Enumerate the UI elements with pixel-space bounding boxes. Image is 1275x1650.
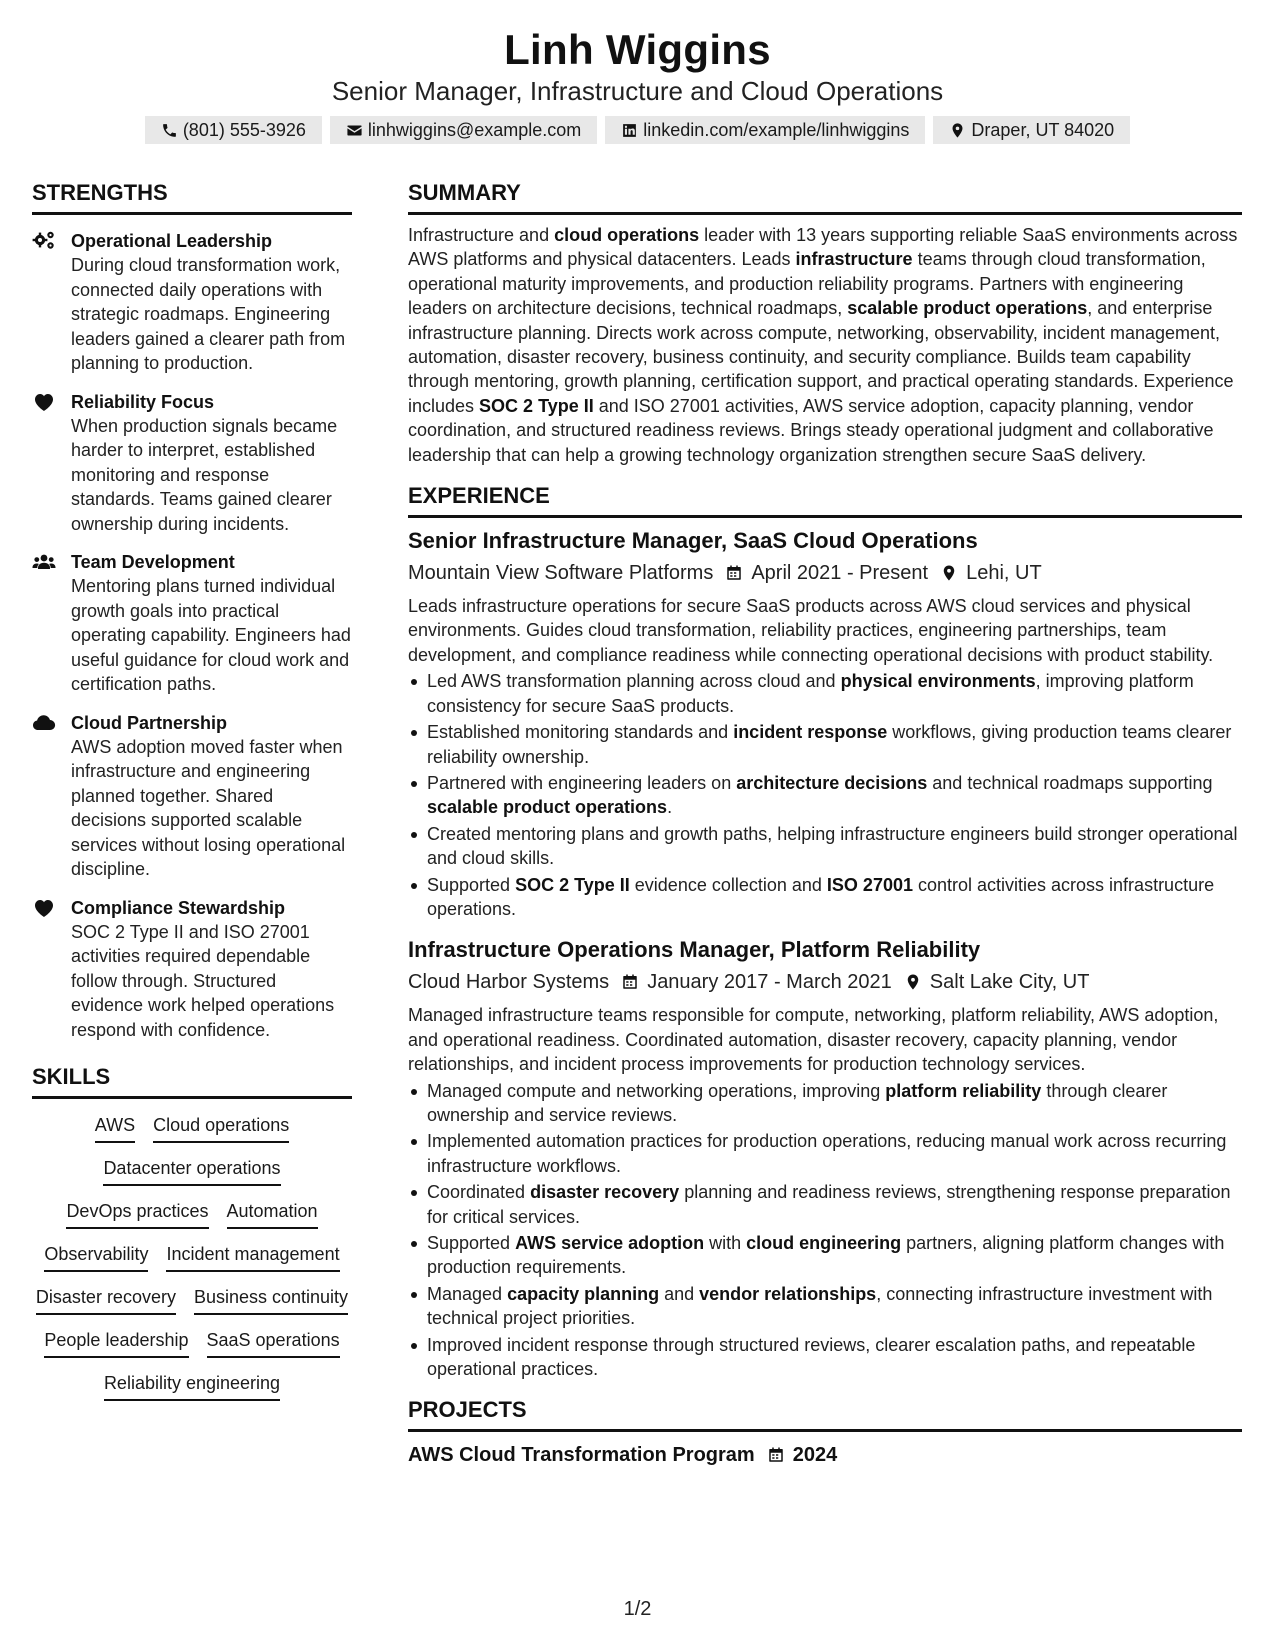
location-text: Draper, UT 84020: [971, 119, 1115, 140]
skill-tag: People leadership: [44, 1328, 188, 1358]
job-title: Infrastructure Operations Manager, Platform Reliability: [408, 937, 981, 963]
map-pin-icon: [904, 973, 922, 991]
strengths-heading: STRENGTHS: [32, 178, 352, 215]
job-dates: January 2017 - March 2021: [647, 971, 892, 994]
text-run: partners, aligning platform changes with production requirements.: [427, 1233, 1225, 1278]
calendar-icon: [725, 564, 743, 582]
job-bullet: [408, 771, 1242, 820]
phone-text: (801) 555-3926: [182, 119, 306, 140]
bold-phrase: infrastructure: [795, 249, 913, 270]
bold-phrase: cloud engineering: [746, 1233, 902, 1253]
strength-desc: SOC 2 Type II and ISO 27001 activities required dependable follow through. Structured evidence work helped operations respond with confidence.: [71, 921, 335, 1040]
bold-phrase: AWS service adoption: [515, 1233, 705, 1253]
skills-list: [32, 1113, 352, 1401]
strength-title: Team Development: [71, 552, 235, 572]
text-run: planning and readiness reviews, strengthening response preparation for critical services.: [427, 1182, 1231, 1227]
strength-item: [32, 896, 352, 1043]
bold-phrase: cloud operations: [554, 225, 700, 245]
contact-bar: [0, 116, 1275, 144]
left-column: [32, 178, 352, 1401]
strength-desc: Mentoring plans turned individual growth goals into practical operating capability. Engineers had useful guidance for cloud work and certification paths.: [71, 576, 351, 694]
job-meta: [408, 558, 1242, 588]
text-run: .: [667, 797, 673, 818]
skill-tag: Disaster recovery: [36, 1285, 176, 1315]
text-run: and technical roadmaps supporting: [927, 772, 1213, 793]
text-run: through clearer ownership and service reviews.: [427, 1080, 1168, 1125]
job-description: Leads infrastructure operations for secure SaaS products across AWS cloud services and physical environments. Guides cloud transformation, reliability practices, engineering partnerships, team development, and compliance readiness while connecting operational decisions with product stability.: [408, 596, 1214, 665]
bold-phrase: SOC 2 Type II: [515, 874, 630, 895]
skill-tag: Business continuity: [194, 1285, 348, 1315]
right-column: [408, 178, 1242, 1470]
bold-phrase: disaster recovery: [530, 1182, 680, 1203]
experience-heading: EXPERIENCE: [408, 481, 1242, 518]
job-location: Salt Lake City, UT: [929, 971, 1090, 994]
job-bullet: [408, 873, 1242, 922]
job-entry: [408, 935, 1242, 1381]
strength-desc: AWS adoption moved faster when infrastructure and engineering planned together. Shared decisions supported scalable services without losing operational discipline.: [71, 736, 346, 879]
strength-title: Compliance Stewardship: [71, 897, 286, 918]
map-pin-icon: [940, 564, 958, 582]
skill-tag: Observability: [44, 1242, 148, 1272]
skill-tag: AWS: [95, 1113, 135, 1143]
job-description: Managed infrastructure teams responsible for compute, networking, platform reliability, AWS adoption, and operational readiness. Coordinated automation, disaster recovery, capacity planning, vendor relationships, and incident process improvements for production technology services.: [408, 1005, 1219, 1075]
text-run: , and enterprise infrastructure planning. Directs work across compute, networking, observability, incident management, automation, disaster recovery, business continuity, and security compliance. Builds team capability through mentoring, growth planning, certification support, and practical operating standards. Experience includes: [408, 298, 1234, 416]
skill-tag: Datacenter operations: [103, 1156, 280, 1186]
cloud-icon: [32, 712, 56, 734]
page-number: 1/2: [623, 1598, 652, 1620]
text-run: Created mentoring plans and growth paths, helping infrastructure engineers build stronger operational and cloud skills.: [427, 823, 1238, 869]
text-run: and ISO 27001 activities, AWS service adoption, capacity planning, vendor coordination, and structured readiness reviews. Brings steady operational judgment and collaborative leadership that can help a growing technology organization strengthen secure SaaS delivery.: [408, 395, 1214, 465]
skill-tag: Incident management: [166, 1242, 339, 1272]
skill-tag: DevOps practices: [66, 1199, 208, 1229]
text-run: control activities across infrastructure operations.: [427, 874, 1215, 919]
job-meta: [408, 967, 1242, 997]
strength-item: [32, 550, 352, 697]
contact-linkedin[interactable]: [605, 116, 925, 144]
text-run: evidence collection and: [629, 874, 827, 895]
text-run: Partnered with engineering leaders on: [427, 772, 737, 793]
map-pin-icon: [949, 122, 966, 139]
job-bullets: [408, 1079, 1242, 1382]
linkedin-text: linkedin.com/example/linhwiggins: [643, 119, 910, 140]
calendar-icon: [621, 973, 639, 991]
candidate-name: Linh Wiggins: [504, 26, 771, 73]
heart-icon: [32, 897, 56, 919]
job-bullet: [408, 1282, 1242, 1331]
job-location: Lehi, UT: [966, 562, 1042, 585]
job-bullet: [408, 1079, 1242, 1128]
bold-phrase: vendor relationships: [699, 1283, 877, 1304]
text-run: and: [659, 1283, 700, 1304]
strength-item: [32, 711, 352, 882]
envelope-icon: [346, 122, 363, 139]
skill-tag: Reliability engineering: [104, 1371, 280, 1401]
skill-tag: Cloud operations: [153, 1113, 289, 1143]
skills-section: [32, 1062, 352, 1401]
users-icon: [32, 551, 56, 573]
job-bullet: [408, 1231, 1242, 1280]
project-title: AWS Cloud Transformation Program: [408, 1444, 755, 1467]
text-run: Improved incident response through structured reviews, clearer escalation paths, and repeatable operational practices.: [427, 1334, 1196, 1380]
phone-icon: [161, 122, 178, 139]
text-run: Managed: [427, 1283, 508, 1304]
bold-phrase: scalable product operations: [427, 797, 668, 818]
contact-location[interactable]: [933, 116, 1130, 144]
bold-phrase: SOC 2 Type II: [479, 395, 594, 416]
text-run: leader with 13 years supporting reliable SaaS environments across AWS platforms and physical datacenters. Leads: [408, 225, 1238, 270]
experience-section: [408, 481, 1242, 1381]
text-run: workflows, giving production teams clearer reliability ownership.: [427, 722, 1232, 767]
project-entry: [408, 1440, 1242, 1470]
job-bullet: [408, 1333, 1242, 1382]
text-run: teams through cloud transformation, operational maturity improvements, and production reliability programs. Partners with engineering leaders on architecture decisions, technical roadmaps,: [408, 249, 1206, 319]
skill-tag: SaaS operations: [207, 1328, 340, 1358]
text-run: Infrastructure and: [408, 225, 555, 245]
gears-icon: [32, 230, 56, 252]
contact-phone[interactable]: [145, 116, 322, 144]
strength-desc: During cloud transformation work, connected daily operations with strategic roadmaps. Engineering leaders gained a clearer path from planning to production.: [71, 255, 346, 373]
strength-item: [32, 390, 352, 537]
text-run: Led AWS transformation planning across cloud and: [427, 671, 841, 692]
linkedin-icon: [621, 122, 638, 139]
projects-section: [408, 1395, 1242, 1470]
email-text: linhwiggins@example.com: [367, 119, 582, 140]
job-bullets: [408, 669, 1242, 921]
job-bullet: [408, 669, 1242, 718]
text-run: Established monitoring standards and: [427, 722, 734, 743]
bold-phrase: physical environments: [840, 671, 1036, 692]
strength-title: Reliability Focus: [71, 391, 215, 412]
calendar-icon: [767, 1446, 785, 1464]
candidate-title: Senior Manager, Infrastructure and Cloud Operations: [331, 76, 944, 106]
job-company: Cloud Harbor Systems: [408, 971, 610, 994]
text-run: Coordinated: [427, 1182, 531, 1203]
strength-item: [32, 229, 352, 376]
projects-heading: PROJECTS: [408, 1395, 1242, 1432]
bold-phrase: architecture decisions: [736, 772, 928, 793]
strength-title: Operational Leadership: [71, 231, 273, 251]
bold-phrase: capacity planning: [507, 1283, 660, 1304]
skill-tag: Automation: [227, 1199, 318, 1229]
contact-email[interactable]: [330, 116, 597, 144]
strength-title: Cloud Partnership: [71, 712, 228, 733]
resume-header: [0, 24, 1275, 144]
text-run: , improving platform consistency for secure SaaS products.: [427, 671, 1194, 716]
project-year: 2024: [792, 1444, 838, 1467]
job-company: Mountain View Software Platforms: [408, 562, 714, 585]
job-bullet: [408, 720, 1242, 769]
text-run: Implemented automation practices for production operations, reducing manual work across recurring infrastructure workflows.: [427, 1131, 1227, 1176]
job-title: Senior Infrastructure Manager, SaaS Cloud Operations: [408, 528, 978, 554]
bold-phrase: ISO 27001: [826, 874, 913, 895]
job-bullet: [408, 822, 1242, 871]
text-run: , connecting infrastructure investment with technical project priorities.: [427, 1283, 1213, 1329]
text-run: Supported: [427, 874, 516, 895]
job-bullet: [408, 1180, 1242, 1229]
text-run: with: [704, 1233, 747, 1253]
text-run: Managed compute and networking operations, improving: [427, 1080, 886, 1101]
heart-icon: [32, 391, 56, 413]
skills-heading: SKILLS: [32, 1062, 352, 1099]
text-run: Supported: [427, 1233, 516, 1253]
bold-phrase: scalable product operations: [847, 298, 1088, 319]
job-dates: April 2021 - Present: [751, 562, 929, 585]
summary-text: [408, 223, 1242, 467]
summary-heading: SUMMARY: [408, 178, 1242, 215]
strength-desc: When production signals became harder to interpret, established monitoring and response standards. Teams gained clearer ownership during incidents.: [71, 415, 338, 534]
bold-phrase: incident response: [733, 722, 888, 743]
bold-phrase: platform reliability: [885, 1080, 1042, 1101]
job-entry: [408, 526, 1242, 921]
job-bullet: [408, 1129, 1242, 1178]
